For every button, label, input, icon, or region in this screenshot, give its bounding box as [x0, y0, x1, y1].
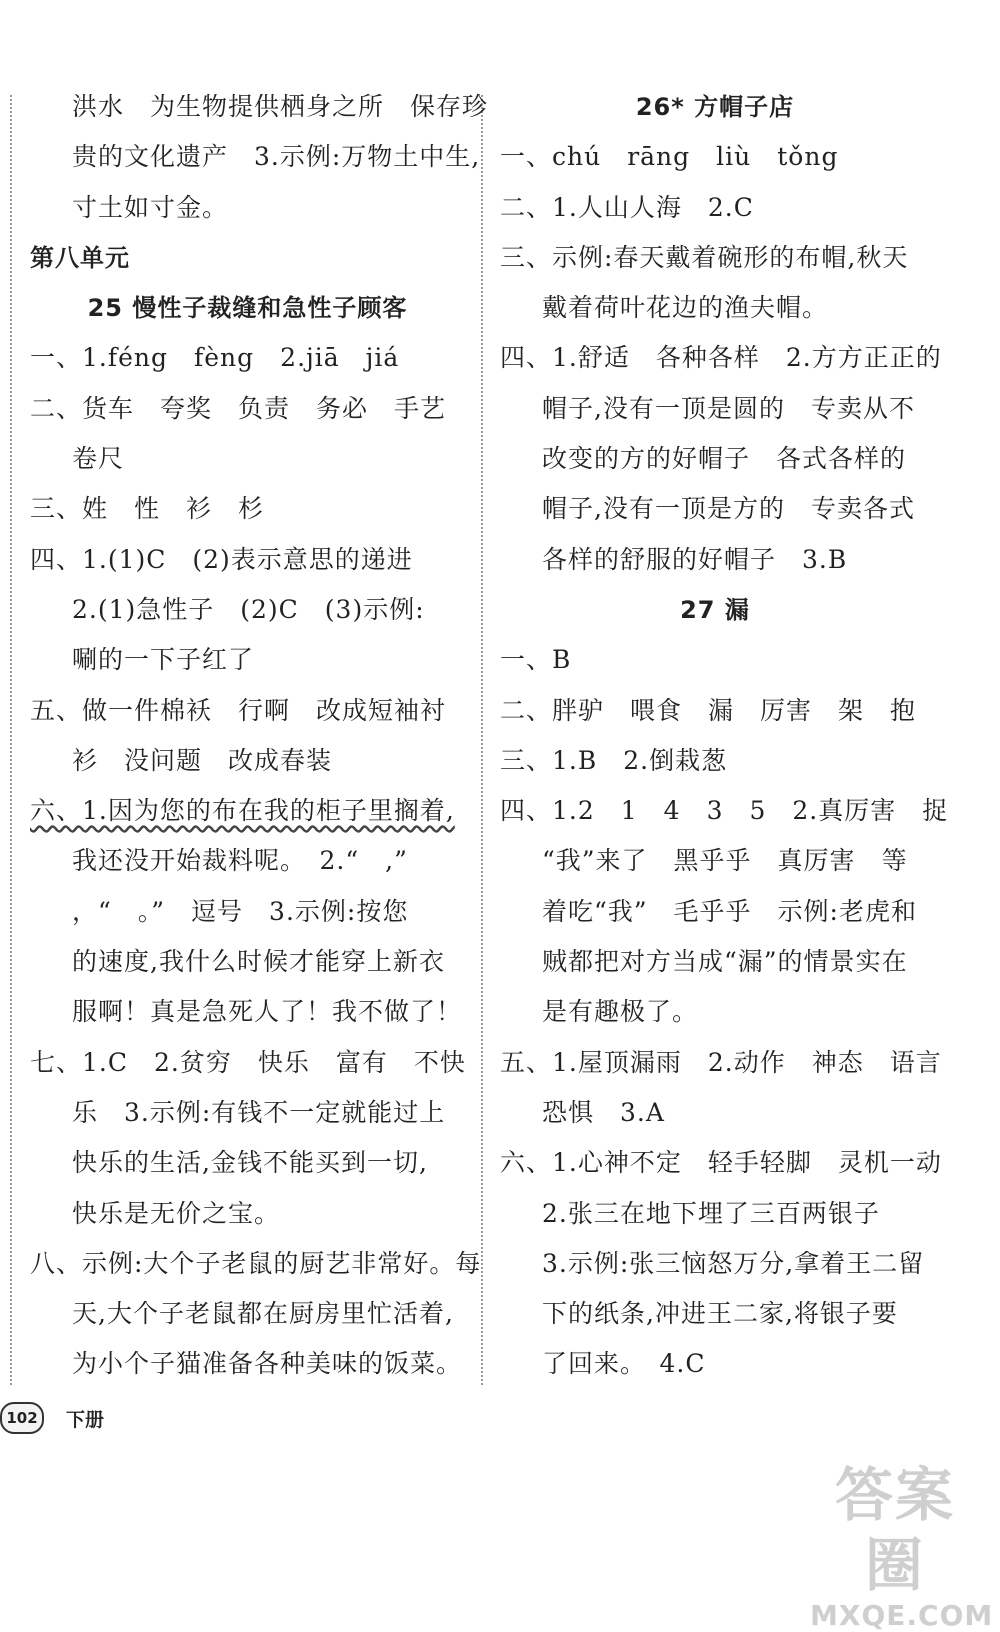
- right-answer-line: 贼都把对方当成“漏”的情景实在: [542, 947, 908, 977]
- left-answer-line: 快乐的生活,金钱不能买到一切,: [72, 1148, 428, 1178]
- right-answer-line: 是有趣极了。: [542, 997, 699, 1027]
- right-answer-line: 恐惧 3.A: [542, 1097, 665, 1127]
- left-answer-line: 一、1.féng fèng 2.jiā jiá: [30, 343, 400, 373]
- right-answer-line: 戴着荷叶花边的渔夫帽。: [542, 293, 829, 323]
- right-answer-line: 着吃“我” 毛乎乎 示例:老虎和: [542, 896, 917, 926]
- left-answer-line: 卷尺: [72, 444, 125, 474]
- right-answer-line: 3.示例:张三恼怒万分,拿着王二留: [542, 1248, 925, 1278]
- watermark-url: MXQE.COM: [810, 1599, 994, 1632]
- left-answer-line: ，“ 。” 逗号 3.示例:按您: [72, 896, 409, 926]
- left-answer-line: 五、做一件棉袄 行啊 改成短袖衬: [30, 695, 447, 725]
- right-answer-line: 五、1.屋顶漏雨 2.动作 神态 语言: [500, 1047, 942, 1077]
- left-answer-line: 贵的文化遗产 3.示例:万物土中生,: [72, 142, 481, 172]
- left-answer-line: 三、姓 性 衫 杉: [30, 494, 265, 524]
- left-answer-line: 天,大个子老鼠都在厨房里忙活着,: [72, 1299, 454, 1329]
- volume-label: 下册: [66, 1408, 105, 1431]
- left-answer-line: 乐 3.示例:有钱不一定就能过上: [72, 1097, 446, 1127]
- right-answer-line: 六、1.心神不定 轻手轻脚 灵机一动: [500, 1148, 942, 1178]
- right-column: [500, 82, 949, 1390]
- right-answer-line: 各样的舒服的好帽子 3.B: [542, 544, 848, 574]
- left-answer-line: 寸土如寸金。: [72, 192, 229, 222]
- right-answer-line: 27 漏: [680, 595, 750, 624]
- page-footer: [0, 1398, 104, 1438]
- left-answer-line: 第八单元: [30, 243, 130, 272]
- right-answer-line: 帽子,没有一顶是圆的 专卖从不: [542, 393, 915, 423]
- right-answer-line: 一、B: [500, 645, 572, 675]
- watermark-mark: 答案圈: [834, 1461, 955, 1599]
- right-answer-line: 三、1.B 2.倒栽葱: [500, 745, 728, 775]
- left-answer-line: 七、1.C 2.贫穷 快乐 富有 不快: [30, 1047, 466, 1077]
- left-margin-rule: [10, 95, 12, 1385]
- left-answer-line: 快乐是无价之宝。: [72, 1198, 281, 1228]
- watermark-logo: [810, 1460, 994, 1632]
- right-answer-line: 帽子,没有一顶是方的 专卖各式: [542, 494, 915, 524]
- left-column: [30, 82, 489, 1390]
- left-answer-line: 2.(1)急性子 (2)C (3)示例:: [72, 594, 425, 624]
- right-answer-line: “我”来了 黑乎乎 真厉害 等: [542, 846, 908, 876]
- right-answer-line: 四、1.舒适 各种各样 2.方方正正的: [500, 343, 942, 373]
- left-answer-line: 服啊！真是急死人了！我不做了！: [72, 997, 463, 1027]
- left-answer-line: 唰的一下子红了: [72, 645, 255, 675]
- right-answer-line: 二、胖驴 喂食 漏 厉害 架 抱: [500, 695, 917, 725]
- right-answer-line: 2.张三在地下埋了三百两银子: [542, 1198, 880, 1228]
- left-answer-line: 四、1.(1)C (2)表示意思的递进: [30, 544, 413, 574]
- left-answer-line: 为小个子猫准备各种美味的饭菜。: [72, 1349, 463, 1379]
- left-answer-line: 八、示例:大个子老鼠的厨艺非常好。每: [30, 1248, 482, 1278]
- right-answer-line: 下的纸条,冲进王二家,将银子要: [542, 1299, 898, 1329]
- right-answer-line: 了回来。 4.C: [542, 1349, 706, 1379]
- left-answer-line: 洪水 为生物提供栖身之所 保存珍: [72, 92, 489, 121]
- left-answer-line: 的速度,我什么时候才能穿上新衣: [72, 947, 445, 977]
- right-answer-line: 26* 方帽子店: [635, 93, 795, 121]
- left-answer-line: 六、1.因为您的布在我的柜子里搁着,: [30, 796, 455, 826]
- left-answer-line: 二、货车 夸奖 负责 务必 手艺: [30, 393, 447, 423]
- left-answer-line: 我还没开始裁料呢。 2.“ ,”: [72, 846, 408, 876]
- right-answer-line: 二、1.人山人海 2.C: [500, 192, 754, 222]
- left-answer-line: 衫 没问题 改成春装: [72, 745, 333, 775]
- left-answer-line: 25 慢性子裁缝和急性子顾客: [87, 294, 408, 323]
- right-answer-line: 一、chú rāng liù tǒng: [500, 142, 839, 172]
- page-number-badge: 102: [0, 1402, 44, 1434]
- right-answer-line: 改变的方的好帽子 各式各样的: [542, 444, 907, 474]
- column-divider: [481, 95, 483, 1385]
- right-answer-line: 四、1.2 1 4 3 5 2.真厉害 捉: [500, 796, 949, 826]
- right-answer-line: 三、示例:春天戴着碗形的布帽,秋天: [500, 242, 909, 272]
